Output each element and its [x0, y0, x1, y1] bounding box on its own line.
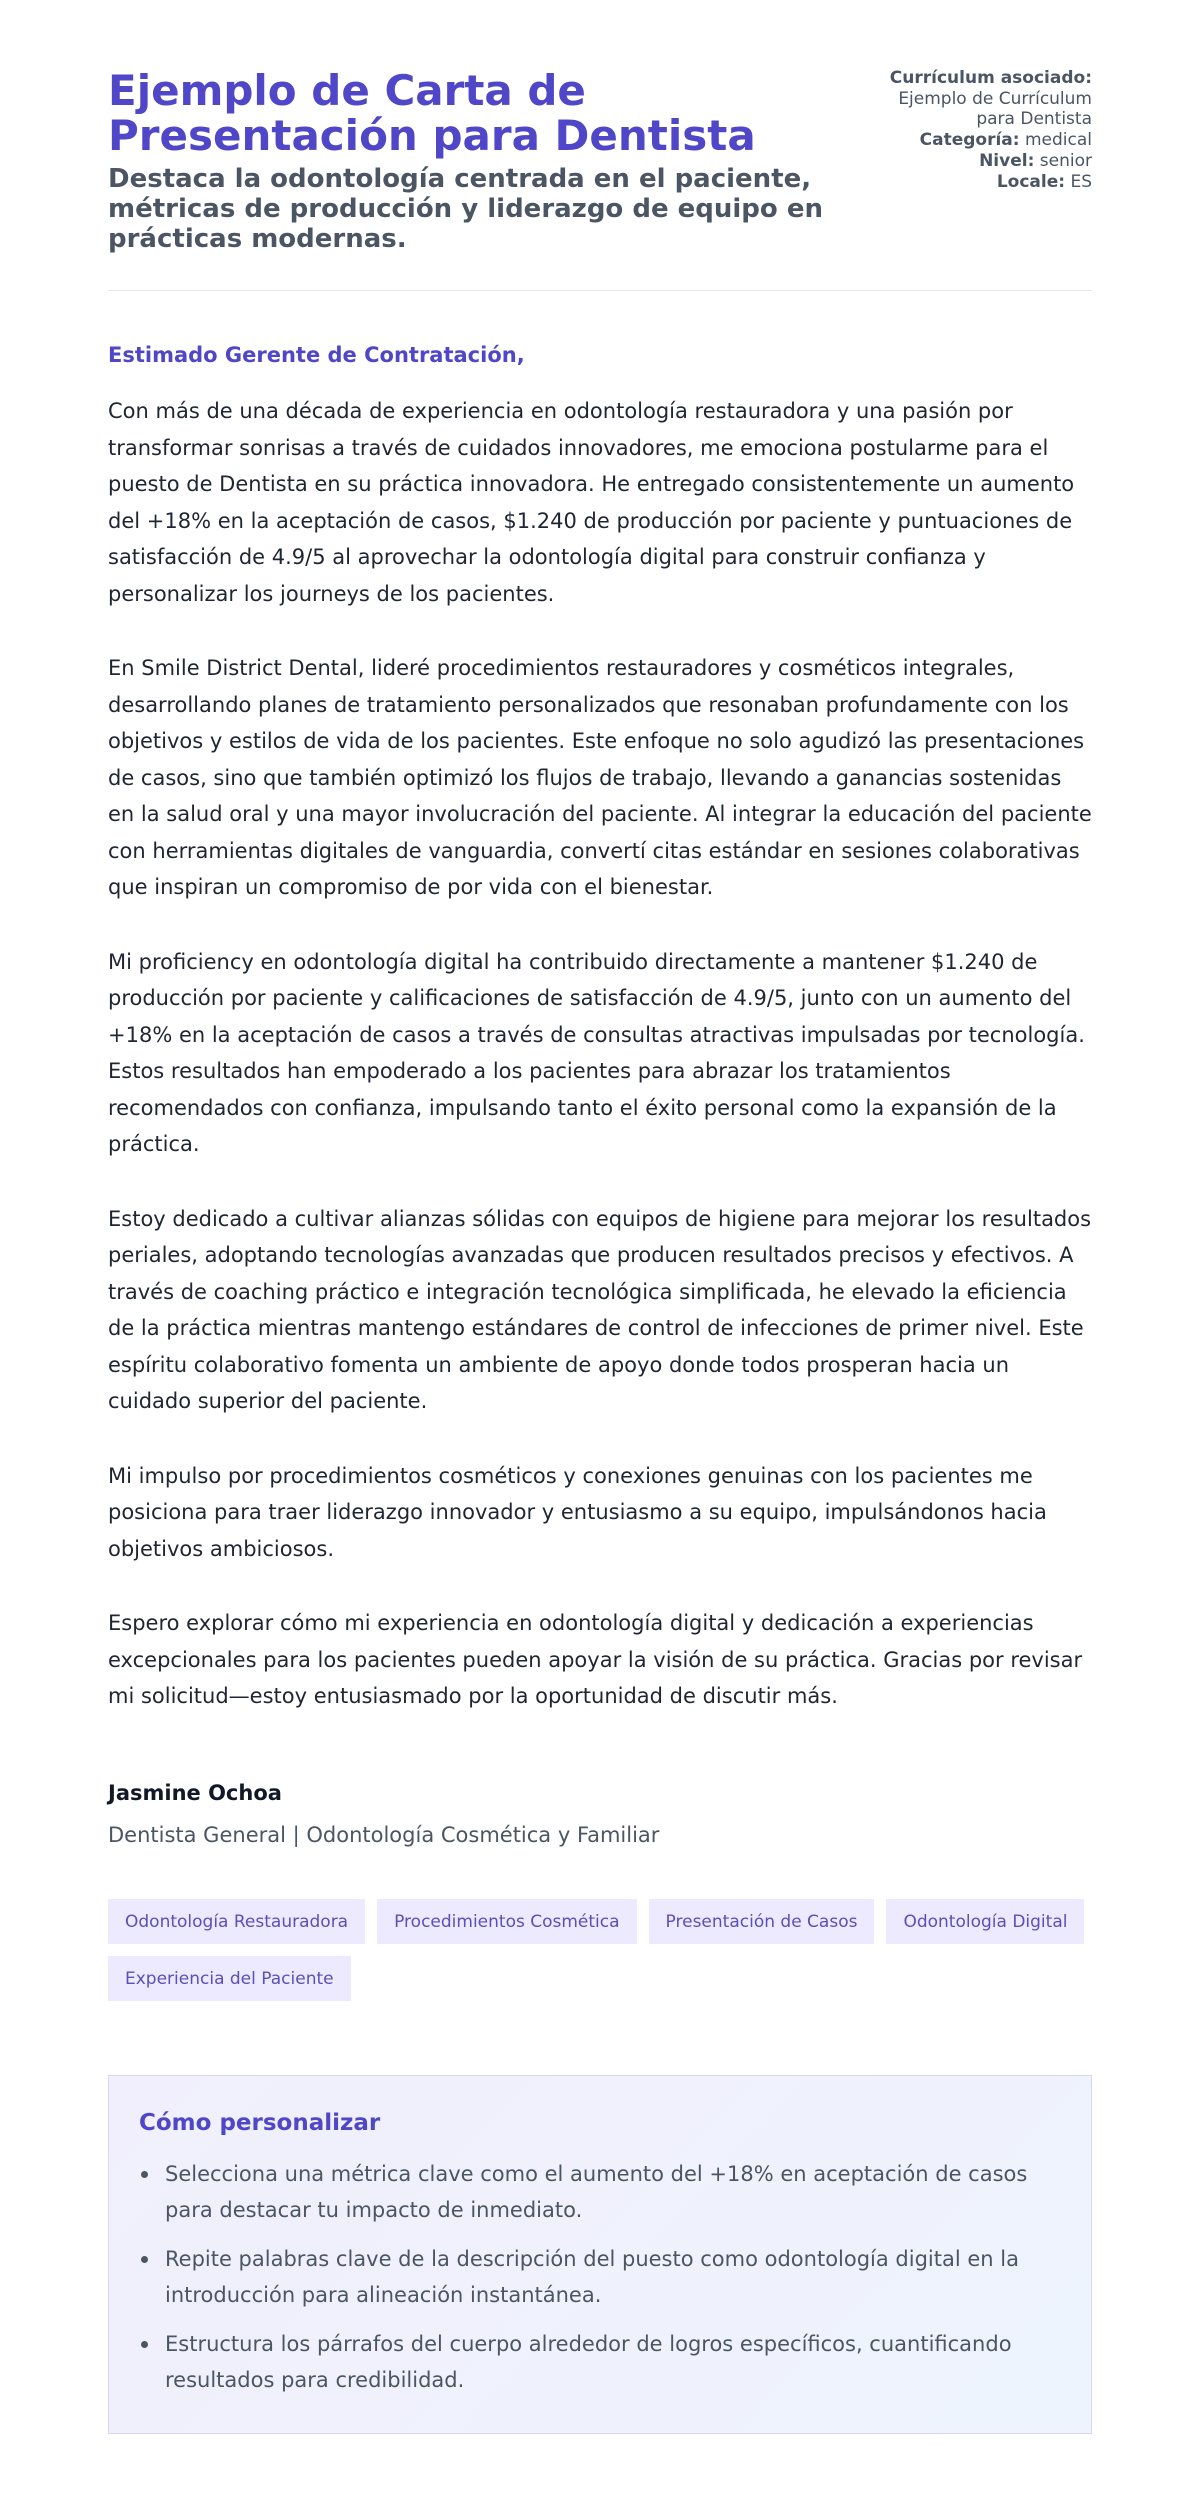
meta-resume-value: Ejemplo de Currículum para Dentista: [898, 89, 1092, 129]
letter-paragraph: Mi impulso por procedimientos cosméticos y conexiones genuinas con los pacientes me posiciona para traer liderazgo innovador y entusiasmo a su equipo, impulsándonos hacia objetivos ambiciosos.: [108, 1463, 1047, 1561]
tips-item: [139, 2156, 1061, 2229]
meta-locale-value: ES: [1070, 172, 1092, 192]
bullet-icon: [141, 2341, 148, 2348]
meta-resume-label: Currículum asociado:: [889, 68, 1092, 88]
tips-item-text: Estructura los párrafos del cuerpo alrededor de logros específicos, cuantificando resultados para credibilidad.: [165, 2331, 1012, 2392]
signature-name: Jasmine Ochoa: [108, 1780, 282, 1805]
meta-locale: [862, 172, 1092, 192]
letter-paragraph: En Smile District Dental, lideré procedimientos restauradores y cosméticos integrales, desarrollando planes de tratamiento personalizados que resonaban profundamente con los objetivos y estilos de vida de los pacientes. Este enfoque no solo agudizó las presentaciones de casos, sino que también optimizó los flujos de trabajo, llevando a ganancias sostenidas en la salud oral y una mayor involucración del paciente. Al integrar la educación del paciente con herramientas digitales de vanguardia, convertí citas estándar en sesiones colaborativas que inspiran un compromiso de por vida con el bienestar.: [108, 656, 1092, 899]
page-title: Ejemplo de Carta de Presentación para Dentista: [108, 66, 756, 160]
skill-tag: Presentación de Casos: [649, 1899, 875, 1944]
skill-tag: Procedimientos Cosmética: [377, 1899, 636, 1944]
letter-paragraph: Mi proficiency en odontología digital ha contribuido directamente a mantener $1.240 de producción por paciente y calificaciones de satisfacción de 4.9/5, junto con un aumento del +18% en la aceptación de casos a través de consultas atractivas impulsadas por tecnología. Estos resultados han empoderado a los pacientes para abrazar los tratamientos recomendados con confianza, impulsando tanto el éxito personal como la expansión de la práctica.: [108, 949, 1085, 1156]
skill-tag: Odontología Restauradora: [108, 1899, 365, 1944]
page-subtitle: Destaca la odontología centrada en el paciente, métricas de producción y liderazgo de equipo en prácticas modernas.: [108, 164, 823, 254]
tips-item: [139, 2326, 1061, 2399]
tips-item-text: Repite palabras clave de la descripción del puesto como odontología digital en la introducción para alineación instantánea.: [165, 2246, 1019, 2307]
meta-level: [862, 151, 1092, 171]
skill-tag: Odontología Digital: [886, 1899, 1084, 1944]
meta-category-value: medical: [1024, 130, 1092, 150]
bullet-icon: [141, 2256, 148, 2263]
meta-level-value: senior: [1039, 151, 1092, 171]
page-header: [108, 68, 1092, 291]
skill-tag: Experiencia del Paciente: [108, 1956, 351, 2001]
meta-category: [862, 130, 1092, 150]
skill-tags: [108, 1899, 1092, 2001]
meta-level-label: Nivel:: [979, 151, 1035, 171]
letter-paragraph: Espero explorar cómo mi experiencia en odontología digital y dedicación a experiencias excepcionales para los pacientes pueden apoyar la visión de su práctica. Gracias por revisar mi solicitud—estoy entusiasmado por la oportunidad de discutir más.: [108, 1611, 1083, 1708]
letter-greeting: Estimado Gerente de Contratación,: [108, 343, 525, 367]
meta-locale-label: Locale:: [996, 172, 1066, 192]
header-titles: [108, 68, 848, 254]
tips-title: Cómo personalizar: [139, 2109, 381, 2136]
customize-tips-box: [108, 2075, 1092, 2434]
letter-paragraph: Con más de una década de experiencia en odontología restauradora y una pasión por transformar sonrisas a través de cuidados innovadores, me emociona postularme para el puesto de Dentista en su práctica innovadora. He entregado consistentemente un aumento del +18% en la aceptación de casos, $1.240 de producción por paciente y puntuaciones de satisfacción de 4.9/5 al aprovechar la odontología digital para construir confianza y personalizar los journeys de los pacientes.: [108, 399, 1075, 606]
tips-item-text: Selecciona una métrica clave como el aumento del +18% en aceptación de casos para destacar tu impacto de inmediato.: [165, 2161, 1028, 2222]
letter-body: [108, 341, 1092, 1849]
signature-title: Dentista General | Odontología Cosmética y Familiar: [108, 1822, 660, 1847]
bullet-icon: [141, 2171, 148, 2178]
meta-info: [862, 68, 1092, 193]
tips-item: [139, 2241, 1061, 2314]
meta-category-label: Categoría:: [919, 130, 1020, 150]
letter-paragraph: Estoy dedicado a cultivar alianzas sólidas con equipos de higiene para mejorar los resultados periales, adoptando tecnologías avanzadas que producen resultados precisos y efectivos. A través de coaching práctico e integración tecnológica simplificada, he elevado la eficiencia de la práctica mientras mantengo estándares de control de infecciones de primer nivel. Este espíritu colaborativo fomenta un ambiente de apoyo donde todos prosperan hacia un cuidado superior del paciente.: [108, 1206, 1092, 1413]
tips-list: [139, 2156, 1061, 2399]
